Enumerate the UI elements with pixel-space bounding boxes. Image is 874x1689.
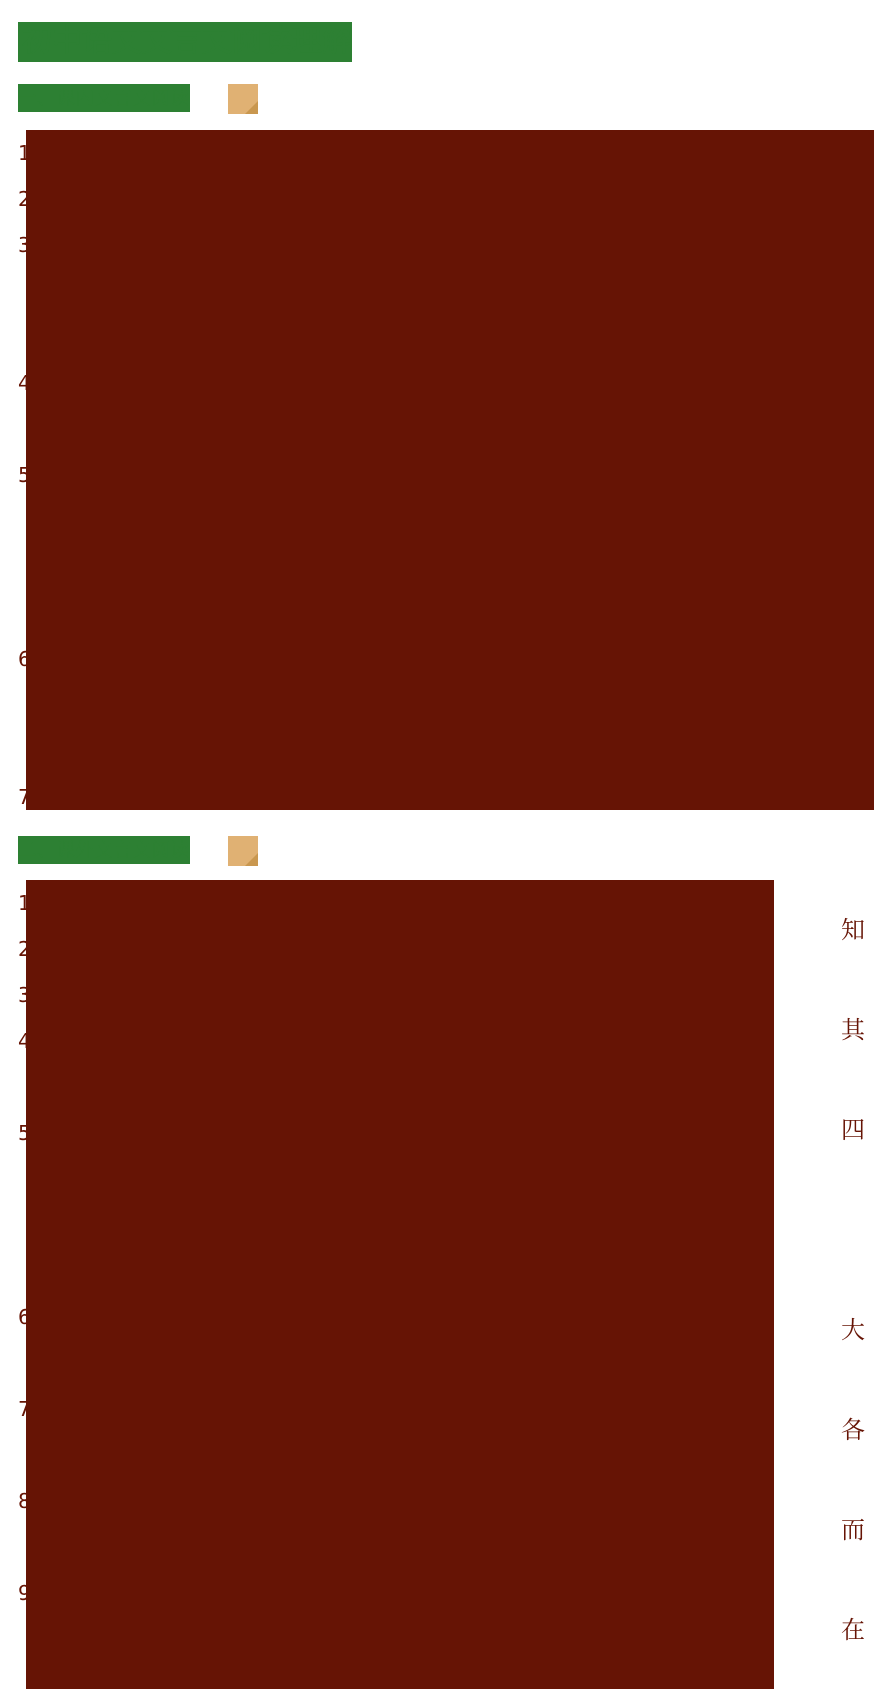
section-two-content (26, 880, 774, 1689)
note-icon (228, 84, 258, 114)
section-two-label: 二、课外文言文阅读 (18, 836, 190, 864)
section-one-gutter: 1 2 3 4 5 6 7 (18, 141, 31, 809)
section-two-gutter: 1 2 3 4 5 6 7 8 9 (18, 891, 31, 1605)
section-two-right-text: 知 其 四 大 各 而 在 (841, 916, 865, 1644)
section-header-two (18, 836, 278, 866)
title-text: 初中语文文言文阅读理解 (22, 24, 352, 59)
note-icon (228, 836, 258, 866)
section-header-one (18, 84, 278, 114)
section-one-content (26, 130, 874, 810)
page-title (18, 20, 378, 64)
section-one-label: 一、课内文言文阅读 (18, 84, 190, 112)
